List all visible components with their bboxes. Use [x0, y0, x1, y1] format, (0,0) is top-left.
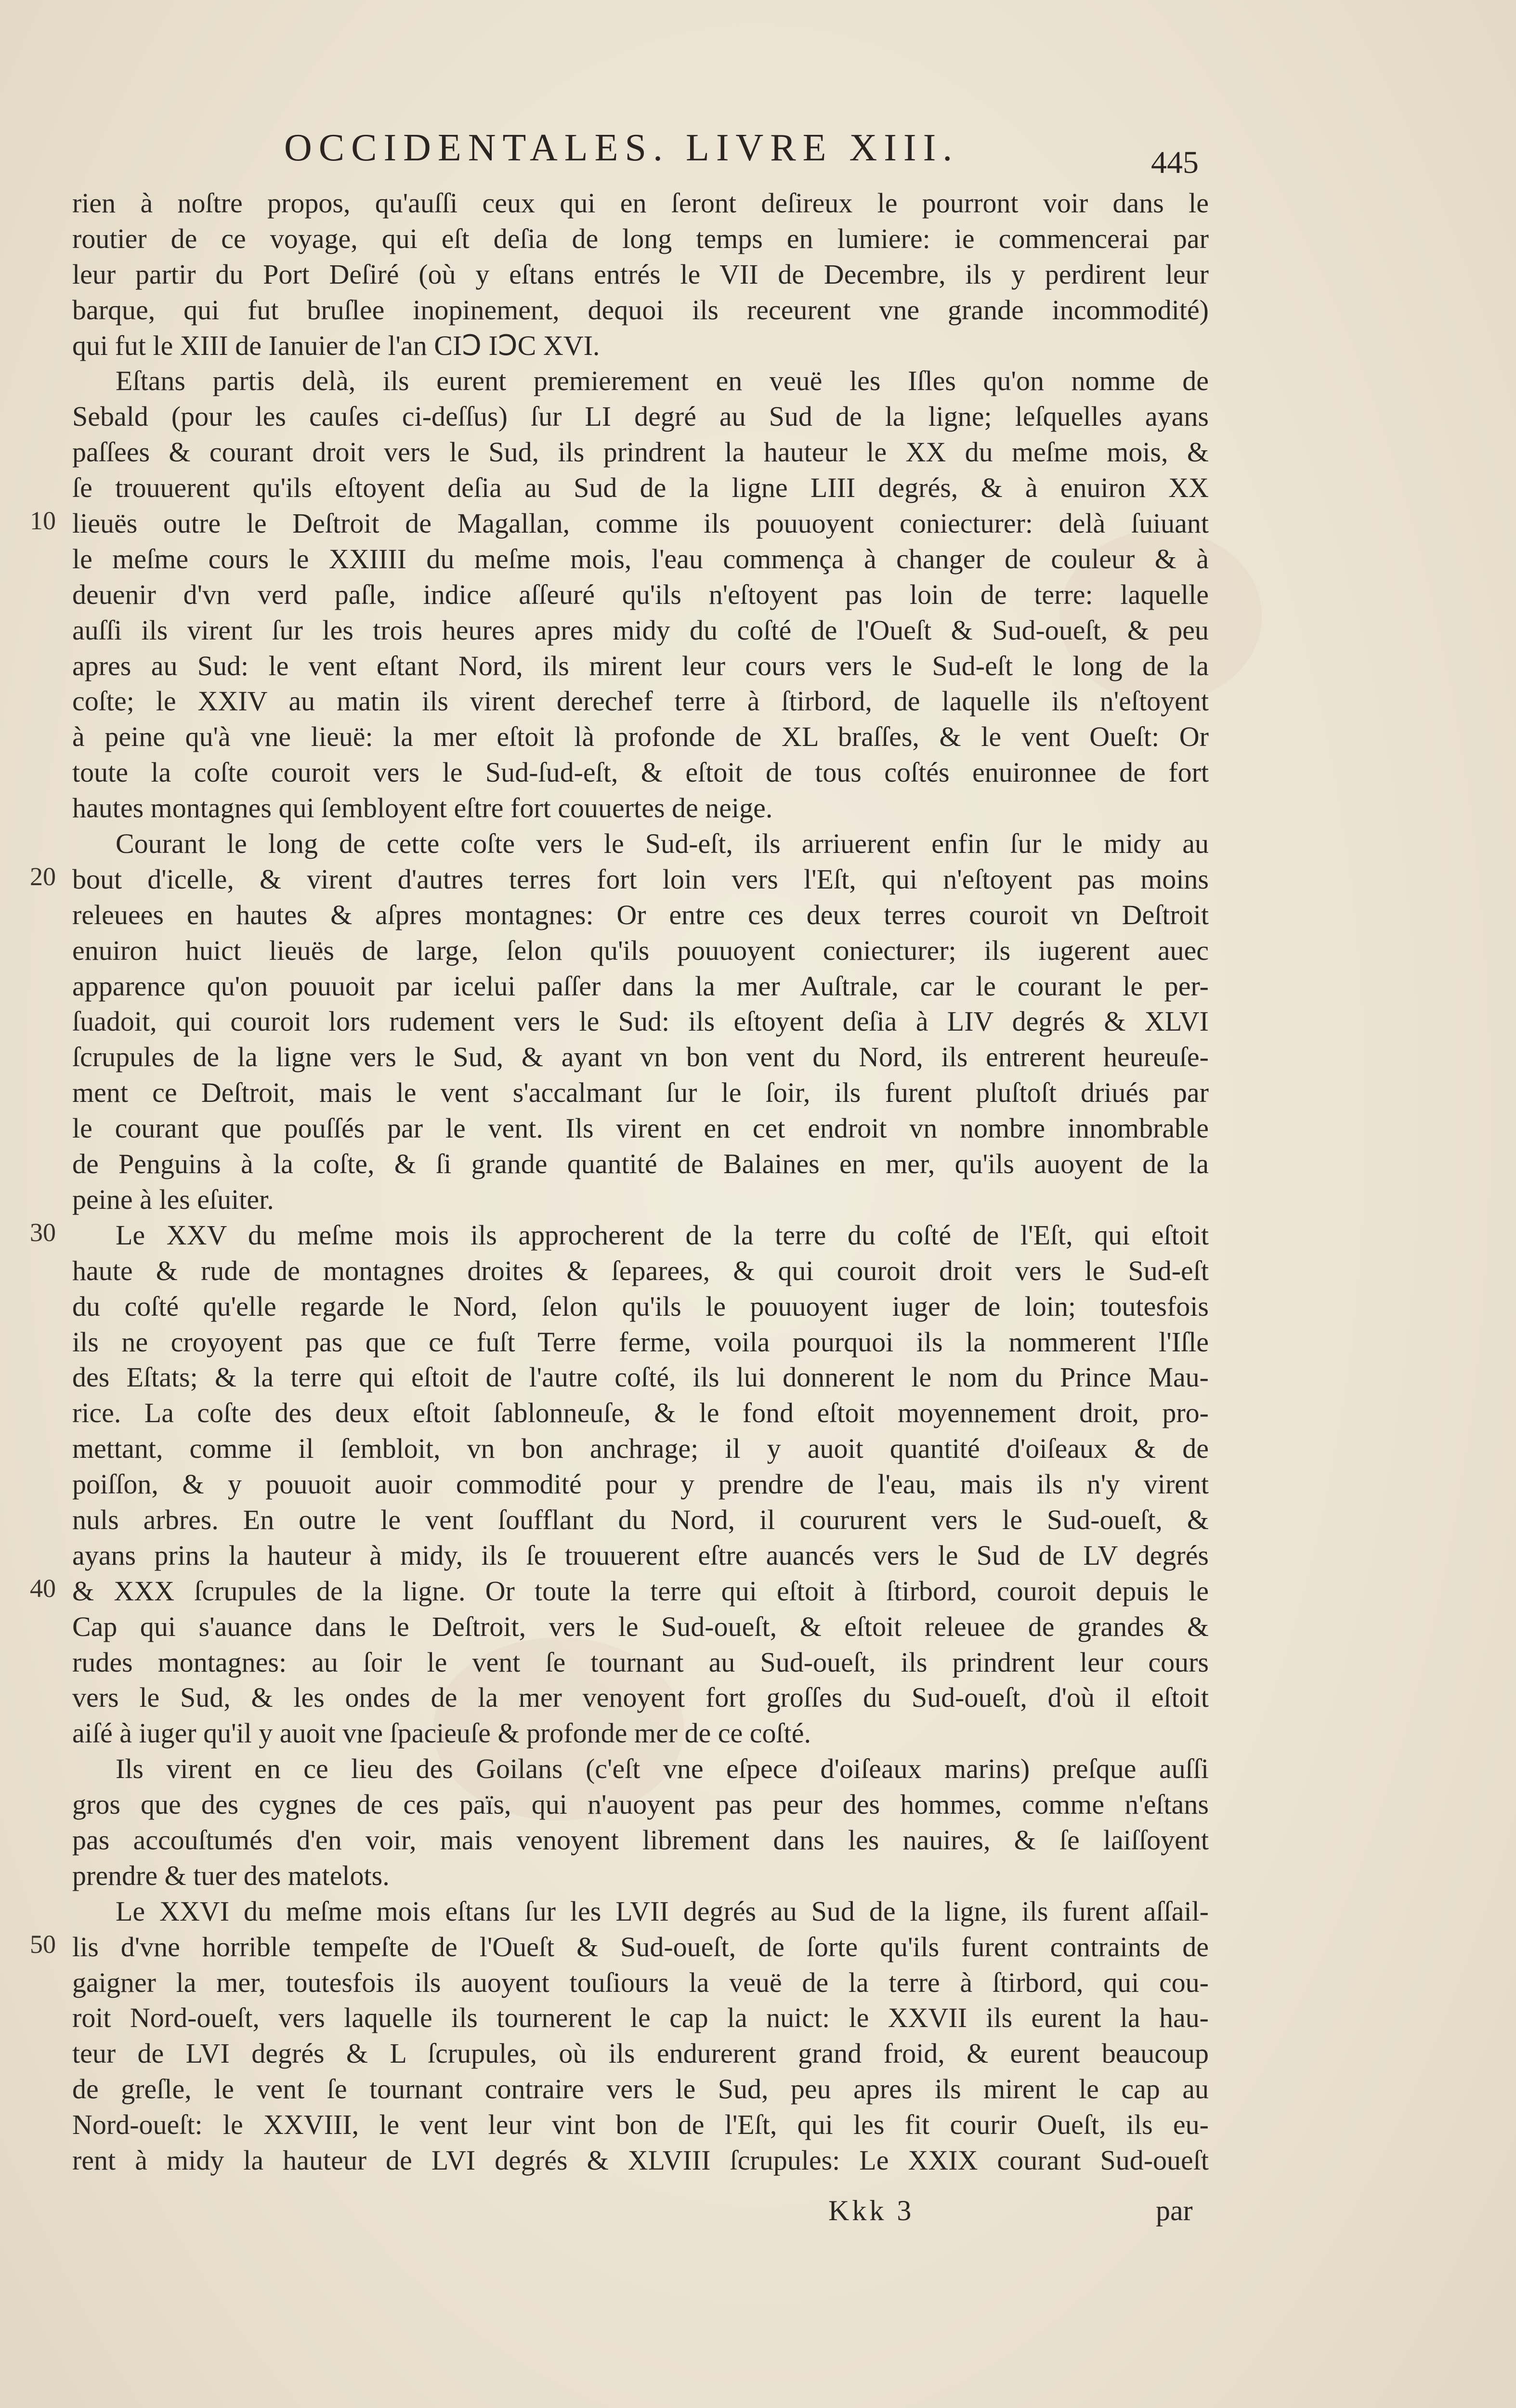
text-line — [72, 1965, 1209, 2001]
line-text: le courant que pouſſés par le vent. Ils virent en cet endroit vn nombre innombrable — [72, 1112, 1209, 1144]
line-text: deuenir d'vn verd paſle, indice aſſeuré qu'ils n'eſtoyent pas loin de terre: laquelle — [72, 578, 1209, 610]
text-line — [72, 1146, 1209, 1182]
line-text: coſte; le XXIV au matin ils virent derechef terre à ſtirbord, de laquelle ils n'eſtoyent — [72, 685, 1209, 717]
line-number: 30 — [30, 1218, 56, 1247]
line-text: mettant, comme il ſembloit, vn bon anchrage; il y auoit quantité d'oiſeaux & de — [72, 1433, 1209, 1465]
text-line — [72, 1111, 1209, 1146]
text-line — [72, 1182, 1209, 1217]
line-text: apparence qu'on pouuoit par icelui paſſer dans la mer Auſtrale, car le courant le per- — [72, 970, 1209, 1002]
line-text: ſuadoit, qui couroit lors rudement vers le Sud: ils eſtoyent deſia à LIV degrés & XLVI — [72, 1006, 1209, 1037]
text-line — [72, 1680, 1209, 1715]
line-text: Ils virent en ce lieu des Goilans (c'eſt vne eſpece d'oiſeaux marins) preſque auſſi — [116, 1753, 1209, 1785]
text-line — [72, 292, 1209, 328]
line-text: Sebald (pour les cauſes ci-deſſus) ſur LI degré au Sud de la ligne; leſquelles ayans — [72, 401, 1209, 432]
text-line — [72, 755, 1209, 790]
line-text: qui fut le XIII de Ianuier de l'an CIↃ IↃC XVI. — [72, 329, 600, 361]
text-line — [72, 1787, 1209, 1822]
line-text: vers le Sud, & les ondes de la mer venoyent fort groſſes du Sud-oueſt, d'où il eſtoit — [72, 1682, 1209, 1714]
text-line — [72, 1360, 1209, 1395]
text-line — [72, 1858, 1209, 1894]
text-line — [72, 1253, 1209, 1289]
text-line — [72, 1289, 1209, 1324]
page-header — [284, 126, 1218, 170]
line-text: prendre & tuer des matelots. — [72, 1859, 390, 1891]
running-title: OCCIDENTALES. LIVRE XIII. — [284, 127, 959, 169]
line-text: haute & rude de montagnes droites & ſeparees, & qui couroit droit vers le Sud-eſt — [72, 1255, 1209, 1286]
line-text: routier de ce voyage, qui eſt deſia de long temps en lumiere: ie commencerai par — [72, 222, 1209, 254]
line-text: Nord-oueſt: le XXVIII, le vent leur vint bon de l'Eſt, qui les fit courir Oueſt, ils eu- — [72, 2109, 1209, 2141]
line-text: Le XXV du meſme mois ils approcherent de la terre du coſté de l'Eſt, qui eſtoit — [116, 1219, 1209, 1251]
text-line — [72, 2071, 1209, 2107]
text-line — [72, 541, 1209, 577]
line-text: ſcrupules de la ligne vers le Sud, & ayant vn bon vent du Nord, ils entrerent heureuſe- — [72, 1041, 1209, 1073]
line-text: teur de LVI degrés & L ſcrupules, où ils endurerent grand froid, & eurent beaucoup — [72, 2038, 1209, 2069]
line-text: gros que des cygnes de ces païs, qui n'auoyent pas peur des hommes, comme n'eſtans — [72, 1789, 1209, 1820]
line-text: de Penguins à la coſte, & ſi grande quantité de Balaines en mer, qu'ils auoyent de la — [72, 1148, 1209, 1180]
line-text: hautes montagnes qui ſembloyent eſtre fort couuertes de neige. — [72, 792, 773, 824]
line-text: poiſſon, & y pouuoit auoir commodité pour y prendre de l'eau, mais ils n'y virent — [72, 1468, 1209, 1500]
text-line — [72, 1573, 1209, 1609]
line-text: bout d'icelle, & virent d'autres terres fort loin vers l'Eſt, qui n'eſtoyent pas moins — [72, 863, 1209, 895]
line-text: du coſté qu'elle regarde le Nord, ſelon qu'ils le pouuoyent iuger de loin; toutesfois — [72, 1290, 1209, 1322]
text-line — [72, 1751, 1209, 1787]
line-text: Eſtans partis delà, ils eurent premierement en veuë les Iſles qu'on nomme de — [116, 365, 1209, 397]
text-line — [72, 257, 1209, 292]
line-text: ayans prins la hauteur à midy, ils ſe trouuerent eſtre auancés vers le Sud de LV degrés — [72, 1539, 1209, 1571]
text-line — [72, 968, 1209, 1004]
line-text: Courant le long de cette coſte vers le Sud-eſt, ils arriuerent enfin ſur le midy au — [116, 828, 1209, 860]
line-text: Cap qui s'auance dans le Deſtroit, vers le Sud-oueſt, & eſtoit releuee de grandes & — [72, 1610, 1209, 1642]
line-text: pas accouſtumés d'en voir, mais venoyent librement dans les nauires, & ſe laiſſoyent — [72, 1824, 1209, 1856]
text-line — [72, 1929, 1209, 1965]
text-line — [72, 933, 1209, 968]
text-line — [72, 506, 1209, 541]
text-line — [72, 648, 1209, 684]
line-text: des Eſtats; & la terre qui eſtoit de l'autre coſté, ils lui donnerent le nom du Prince Mau- — [72, 1361, 1209, 1393]
text-line — [72, 862, 1209, 897]
text-line — [72, 1645, 1209, 1680]
line-text: le meſme cours le XXIIII du meſme mois, l'eau commença à changer de couleur & à — [72, 543, 1209, 575]
page-number: 445 — [1151, 145, 1199, 180]
line-text: rice. La coſte des deux eſtoit ſablonneuſe, & le fond eſtoit moyennement droit, pro- — [72, 1397, 1209, 1429]
text-line — [72, 1715, 1209, 1751]
line-text: barque, qui fut bruſlee inopinement, dequoi ils receurent vne grande incommodité) — [72, 294, 1209, 326]
text-line — [72, 577, 1209, 613]
text-line — [72, 1324, 1209, 1360]
text-line — [72, 1395, 1209, 1431]
line-text: enuiron huict lieuës de large, ſelon qu'ils pouuoyent coniecturer; ils iugerent auec — [72, 934, 1209, 966]
text-line — [72, 1502, 1209, 1538]
text-line — [72, 1075, 1209, 1111]
text-line — [72, 1538, 1209, 1573]
line-text: paſſees & courant droit vers le Sud, ils prindrent la hauteur le XX du meſme mois, & — [72, 436, 1209, 468]
text-line — [72, 613, 1209, 648]
text-line — [72, 363, 1209, 399]
line-text: leur partir du Port Deſiré (où y eſtans entrés le VII de Decembre, ils y perdirent leur — [72, 258, 1209, 290]
text-line — [72, 185, 1209, 221]
text-line — [72, 897, 1209, 933]
line-text: releuees en hautes & aſpres montagnes: Or entre ces deux terres couroit vn Deſtroit — [72, 899, 1209, 930]
text-line — [72, 2143, 1209, 2178]
line-text: roit Nord-oueſt, vers laquelle ils tournerent le cap la nuict: le XXVII ils eurent la hau- — [72, 2002, 1209, 2034]
text-line — [72, 1004, 1209, 1039]
text-line — [72, 719, 1209, 755]
line-text: lieuës outre le Deſtroit de Magallan, comme ils pouuoyent coniecturer: delà ſuiuant — [72, 508, 1209, 539]
signature-mark: Kkk 3 — [828, 2195, 915, 2226]
line-text: aiſé à iuger qu'il y auoit vne ſpacieuſe & profonde mer de ce coſté. — [72, 1717, 811, 1749]
line-number: 40 — [30, 1574, 56, 1603]
line-text: ment ce Deſtroit, mais le vent s'accalmant ſur le ſoir, ils furent pluſtoſt driués par — [72, 1077, 1209, 1109]
text-line — [72, 2036, 1209, 2071]
text-line — [72, 2000, 1209, 2036]
line-text: lis d'vne horrible tempeſte de l'Oueſt & Sud-oueſt, de ſorte qu'ils furent contraints de — [72, 1931, 1209, 1963]
text-line — [72, 826, 1209, 862]
line-number: 10 — [30, 506, 56, 536]
line-text: rudes montagnes: au ſoir le vent ſe tournant au Sud-oueſt, ils prindrent leur cours — [72, 1646, 1209, 1678]
text-line — [72, 470, 1209, 506]
line-text: à peine qu'à vne lieuë: la mer eſtoit là profonde de XL braſſes, & le vent Oueſt: Or — [72, 721, 1209, 753]
text-line — [72, 1466, 1209, 1502]
line-text: peine à les eſuiter. — [72, 1183, 274, 1215]
line-text: nuls arbres. En outre le vent ſoufflant du Nord, il coururent vers le Sud-oueſt, & — [72, 1504, 1209, 1535]
line-text: de greſle, le vent ſe tournant contraire vers le Sud, peu apres ils mirent le cap au — [72, 2073, 1209, 2105]
text-line — [72, 328, 1209, 364]
line-text: toute la coſte couroit vers le Sud-ſud-eſt, & eſtoit de tous coſtés enuironnee de fort — [72, 757, 1209, 788]
text-line — [72, 683, 1209, 719]
text-line — [72, 221, 1209, 257]
line-text: ils ne croyoyent pas que ce fuſt Terre ferme, voila pourquoi ils la nommerent l'Iſle — [72, 1326, 1209, 1358]
text-line — [72, 1217, 1209, 1253]
line-text: auſſi ils virent ſur les trois heures apres midy du coſté de l'Oueſt & Sud-oueſt, & peu — [72, 614, 1209, 646]
line-text: apres au Sud: le vent eſtant Nord, ils mirent leur cours vers le Sud-eſt le long de la — [72, 650, 1209, 681]
text-line — [72, 1431, 1209, 1466]
line-text: rien à noſtre propos, qu'auſſi ceux qui en ſeront deſireux le pourront voir dans le — [72, 187, 1209, 219]
text-line — [72, 1609, 1209, 1645]
line-text: & XXX ſcrupules de la ligne. Or toute la terre qui eſtoit à ſtirbord, couroit depuis le — [72, 1575, 1209, 1607]
line-text: rent à midy la hauteur de LVI degrés & XLVIII ſcrupules: Le XXIX courant Sud-oueſt — [72, 2144, 1209, 2176]
line-number: 50 — [30, 1930, 56, 1959]
text-line — [72, 1894, 1209, 1929]
text-line — [72, 790, 1209, 826]
text-line — [72, 434, 1209, 470]
text-line — [72, 2107, 1209, 2143]
line-text: gaigner la mer, toutesfois ils auoyent touſiours la veuë de la terre à ſtirbord, qui cou- — [72, 1966, 1209, 1998]
line-number: 20 — [30, 862, 56, 891]
line-text: ſe trouuerent qu'ils eſtoyent deſia au Sud de la ligne LIII degrés, & à enuiron XX — [72, 472, 1209, 504]
line-text: Le XXVI du meſme mois eſtans ſur les LVII degrés au Sud de la ligne, ils furent aſſail- — [116, 1895, 1209, 1927]
catchword: par — [1156, 2195, 1193, 2226]
text-line — [72, 399, 1209, 434]
body-text — [72, 185, 1209, 2178]
text-line — [72, 1822, 1209, 1858]
text-line — [72, 1039, 1209, 1075]
